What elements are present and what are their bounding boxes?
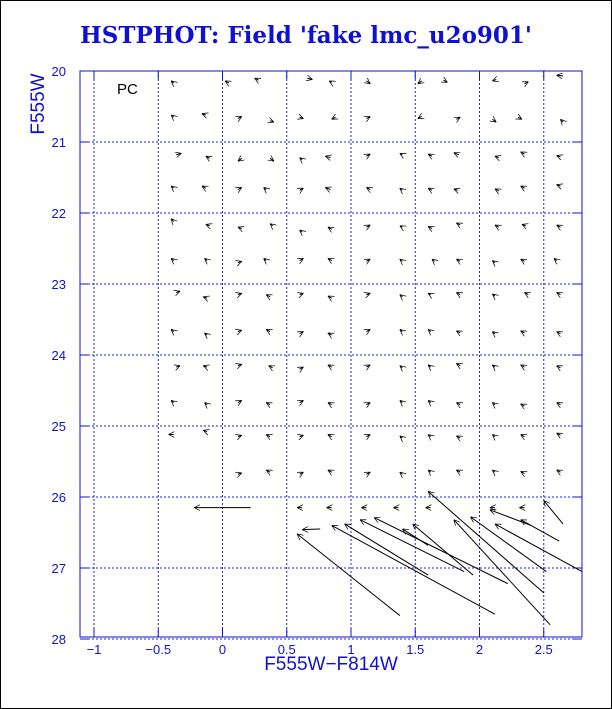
small-arrow [456, 259, 460, 261]
long-arrow [332, 525, 495, 614]
x-tick-label: −0.5 [145, 642, 172, 657]
small-arrow [492, 403, 495, 405]
small-arrow [492, 80, 496, 81]
x-tick-label: 2 [475, 642, 484, 657]
small-arrow [366, 435, 370, 437]
grid-lines [80, 71, 582, 639]
small-arrow [524, 293, 528, 295]
small-arrow [171, 400, 174, 402]
small-arrow [557, 433, 561, 435]
y-tick-label: 27 [51, 561, 66, 576]
small-arrow [495, 225, 499, 227]
small-arrow [203, 366, 207, 367]
small-arrow [495, 156, 499, 157]
small-arrow [521, 259, 525, 261]
small-arrow [238, 435, 242, 436]
small-arrow [418, 81, 422, 84]
small-arrow [202, 114, 206, 115]
small-arrow [206, 156, 210, 158]
small-arrow [456, 331, 460, 333]
small-arrow [205, 403, 208, 405]
small-arrow [266, 403, 270, 405]
small-arrow [328, 296, 332, 298]
small-arrow [300, 230, 303, 232]
small-arrow [171, 81, 174, 83]
small-arrow [456, 436, 460, 438]
long-arrow [302, 529, 320, 530]
small-arrow [557, 185, 561, 186]
small-arrow [432, 259, 435, 261]
plot-area [80, 71, 582, 637]
chart-title: HSTPHOT: Field 'fake lmc_u2o901' [80, 22, 532, 49]
small-arrow [557, 403, 561, 405]
x-axis-label: F555W−F814W [264, 654, 398, 675]
small-arrow [400, 295, 403, 297]
small-arrow [400, 366, 403, 368]
small-arrow [203, 430, 207, 431]
small-arrow [557, 225, 561, 227]
small-arrow [521, 152, 525, 154]
long-arrow [495, 524, 582, 572]
small-arrow [521, 435, 525, 437]
small-arrow [203, 297, 207, 298]
small-arrow [366, 116, 370, 118]
small-arrow [269, 366, 273, 368]
small-arrow [428, 400, 431, 402]
small-arrow [266, 470, 270, 472]
small-arrow [270, 158, 274, 161]
small-arrow [255, 78, 259, 80]
small-arrow [428, 435, 431, 437]
small-arrow [492, 332, 495, 334]
arrow-marks [169, 75, 582, 625]
small-arrow [238, 473, 242, 474]
small-arrow [264, 187, 267, 189]
small-arrow [325, 156, 330, 157]
small-arrow [456, 223, 460, 225]
small-arrow [366, 187, 370, 189]
small-arrow [454, 153, 459, 155]
small-arrow [456, 364, 460, 366]
small-arrow [366, 225, 370, 227]
long-arrow [360, 520, 464, 572]
small-arrow [400, 400, 403, 402]
small-arrow [171, 115, 174, 117]
small-arrow [418, 116, 422, 118]
small-arrow [456, 403, 460, 405]
small-arrow [456, 117, 460, 119]
small-arrow [171, 329, 174, 331]
small-arrow [557, 366, 561, 368]
small-arrow [400, 259, 403, 261]
small-arrow [328, 227, 332, 229]
small-arrow [300, 367, 304, 369]
long-arrow [374, 518, 508, 584]
small-arrow [492, 365, 495, 367]
small-arrow [328, 365, 332, 367]
small-arrow [171, 186, 174, 188]
small-arrow [428, 154, 432, 156]
small-arrow [518, 117, 522, 119]
small-arrow [300, 400, 304, 402]
small-arrow [521, 471, 525, 473]
x-tick-label: 0.5 [277, 642, 296, 657]
long-arrow [544, 501, 563, 524]
long-arrow [490, 510, 531, 526]
small-arrow [238, 116, 242, 118]
small-arrow [328, 435, 332, 437]
small-arrow [300, 435, 304, 436]
y-tick-label: 23 [51, 277, 66, 292]
small-arrow [557, 155, 561, 156]
small-arrow [400, 226, 403, 227]
small-arrow [557, 293, 561, 295]
small-arrow [300, 117, 304, 118]
small-arrow [328, 403, 332, 405]
small-arrow [400, 153, 403, 154]
small-arrow [225, 81, 229, 83]
small-arrow [366, 472, 370, 474]
small-arrow [456, 470, 460, 472]
small-arrow [454, 189, 458, 190]
small-arrow [238, 364, 242, 365]
long-arrow [454, 520, 550, 625]
small-arrow [205, 258, 208, 260]
y-tick-label: 22 [51, 206, 66, 221]
small-arrow [300, 158, 303, 160]
small-arrow [428, 329, 431, 331]
small-arrow [266, 295, 270, 297]
small-arrow [366, 365, 370, 367]
small-arrow [366, 154, 370, 156]
small-arrow [400, 329, 403, 331]
small-arrow [300, 258, 304, 260]
small-arrow [521, 186, 525, 188]
small-arrow [332, 117, 336, 119]
small-arrow [366, 403, 370, 405]
y-tick-label: 20 [51, 64, 66, 79]
small-arrow [329, 81, 332, 82]
small-arrow [205, 333, 208, 335]
small-arrow [238, 400, 242, 402]
small-arrow [171, 258, 174, 260]
x-tick-label: 1.5 [406, 642, 425, 657]
y-tick-label: 25 [51, 419, 66, 434]
y-tick-label: 21 [51, 135, 66, 150]
small-arrow [300, 188, 304, 190]
small-arrow [366, 293, 370, 294]
small-arrow [300, 472, 304, 474]
y-tick-label: 26 [51, 490, 66, 505]
small-arrow [238, 293, 242, 294]
small-arrow [300, 293, 304, 294]
small-arrow [522, 224, 526, 225]
small-arrow [202, 186, 206, 188]
y-tick-label: 28 [51, 632, 66, 647]
small-arrow [444, 80, 448, 82]
small-arrow [238, 261, 242, 262]
small-arrow [300, 332, 304, 334]
small-arrow [328, 470, 332, 472]
long-arrow [428, 491, 544, 593]
small-arrow [492, 119, 496, 122]
long-arrow [521, 520, 560, 541]
long-arrow [413, 524, 473, 575]
small-arrow [176, 366, 180, 367]
small-arrow [428, 226, 432, 228]
small-arrow [325, 187, 330, 189]
small-arrow [266, 329, 270, 331]
small-arrow [238, 330, 242, 331]
small-arrow [264, 258, 267, 260]
y-axis-label: F555W [28, 73, 49, 135]
small-arrow [456, 293, 460, 295]
small-arrow [238, 187, 242, 189]
x-tick-label: 1 [347, 642, 355, 657]
small-arrow [492, 261, 495, 263]
y-tick-label: 24 [51, 348, 66, 363]
small-arrow [557, 470, 561, 472]
small-arrow [400, 436, 403, 438]
small-arrow [521, 404, 525, 406]
small-arrow [428, 188, 432, 190]
small-arrow [557, 332, 561, 334]
x-tick-label: 2.5 [534, 642, 553, 657]
small-arrow [366, 81, 370, 84]
small-arrow [428, 293, 431, 294]
small-arrow [560, 119, 563, 122]
small-arrow [428, 365, 431, 367]
long-arrow [471, 517, 547, 572]
small-arrow [521, 331, 525, 333]
small-arrow [366, 259, 370, 261]
small-arrow [328, 333, 332, 335]
small-arrow [206, 224, 210, 225]
small-arrow [270, 224, 273, 226]
small-arrow [400, 188, 403, 190]
long-arrow [297, 534, 400, 616]
small-arrow [266, 435, 270, 437]
small-arrow [492, 294, 495, 296]
small-arrow [524, 82, 528, 84]
small-arrow [400, 472, 403, 474]
small-arrow [238, 158, 242, 161]
small-arrow [557, 75, 563, 76]
small-arrow [270, 121, 274, 122]
panel-label: PC [117, 81, 138, 98]
small-arrow [171, 219, 174, 222]
x-tick-label: 0 [218, 642, 227, 657]
small-arrow [238, 227, 242, 228]
small-arrow [366, 329, 370, 331]
small-arrow [521, 365, 525, 367]
small-arrow [307, 78, 312, 79]
small-arrow [492, 470, 495, 472]
small-arrow [495, 189, 499, 191]
small-arrow [176, 291, 180, 292]
small-arrow [176, 153, 181, 154]
x-tick-label: −1 [86, 642, 102, 657]
small-arrow [328, 258, 332, 260]
small-arrow [428, 470, 431, 472]
small-arrow [554, 258, 557, 260]
small-arrow [492, 435, 495, 437]
